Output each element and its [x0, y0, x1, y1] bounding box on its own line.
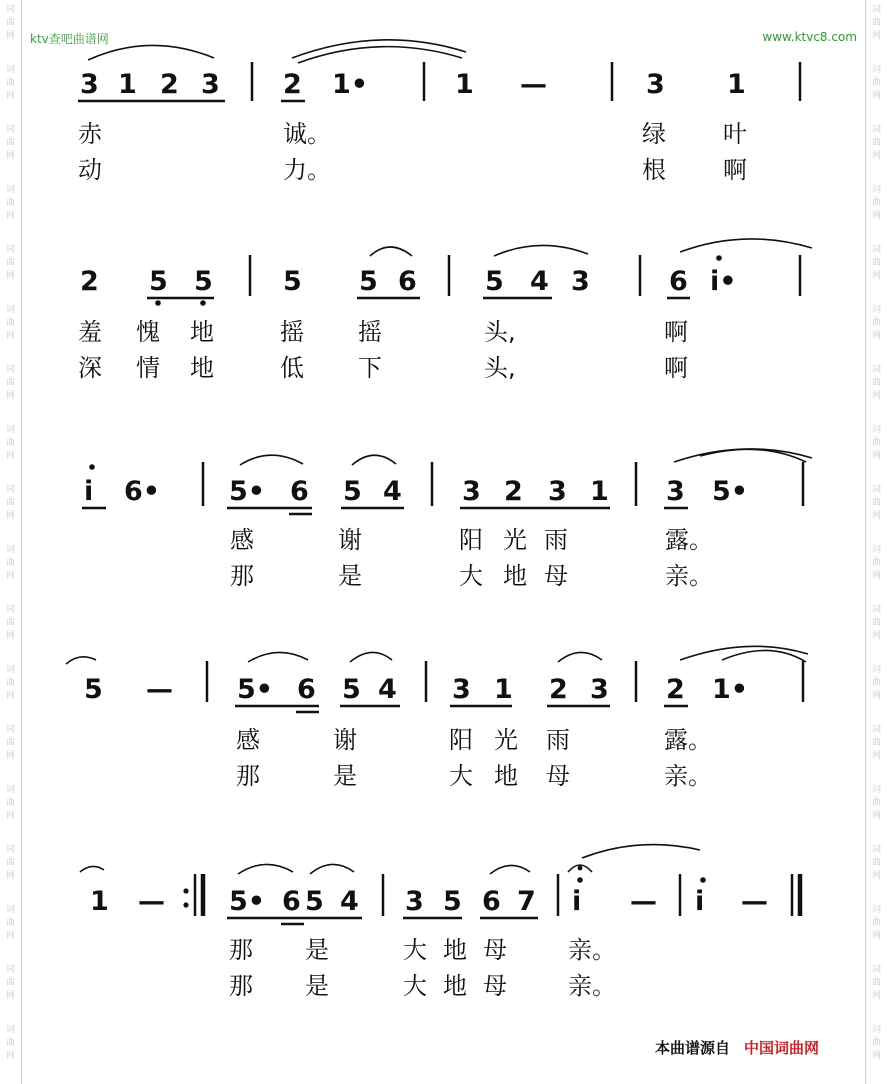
note: 6 — [669, 266, 688, 297]
lyric: 谢 — [333, 726, 357, 754]
source-credit — [655, 1037, 819, 1058]
note: 3 — [452, 674, 471, 705]
note: 6 — [282, 886, 301, 917]
slur — [370, 247, 412, 256]
source-label: 本曲谱源自 — [655, 1039, 731, 1057]
dash: — — [741, 886, 768, 917]
fermata-dot — [578, 866, 583, 871]
watermark-text: 词 曲 网 — [871, 905, 881, 941]
watermark-text: 词 曲 网 — [871, 605, 881, 641]
lyric: 大 — [403, 972, 427, 1000]
lyric: 地 — [443, 972, 467, 1000]
lyric: 感 — [236, 726, 260, 754]
note: 4 — [383, 476, 402, 507]
note: 5 — [443, 886, 462, 917]
high-octave-dot — [577, 877, 583, 883]
lyric: 啊 — [664, 318, 688, 346]
slur — [558, 652, 602, 662]
slur — [494, 245, 588, 256]
watermark-text: 词 曲 网 — [5, 545, 15, 581]
note: 3 — [666, 476, 685, 507]
note: 1 — [590, 476, 609, 507]
note: 6 — [482, 886, 501, 917]
site-url-right[interactable]: www.ktvc8.com — [762, 30, 857, 44]
watermark-text: 词 曲 网 — [5, 365, 15, 401]
lyric: 力。 — [283, 156, 331, 184]
lyric: 那 — [229, 936, 253, 964]
watermark-text: 词 曲 网 — [5, 305, 15, 341]
lyric: 大 — [459, 562, 483, 590]
high-octave-dot — [89, 464, 95, 470]
lyric: 叶 — [723, 120, 747, 148]
dash: — — [520, 69, 547, 100]
system-2 — [78, 239, 812, 382]
lyric: 摇 — [280, 318, 304, 346]
lyric: 那 — [229, 972, 253, 1000]
note: 2 — [504, 476, 523, 507]
slur — [88, 45, 214, 60]
lyric: 光 — [503, 526, 527, 554]
tie — [722, 650, 806, 662]
lyric: 亲。 — [665, 562, 713, 590]
lyric: 赤 — [78, 120, 102, 148]
watermark-text: 词 曲 网 — [5, 245, 15, 281]
lyric: 大 — [449, 762, 473, 790]
watermark-text: 词 曲 网 — [5, 845, 15, 881]
lyric: 地 — [494, 762, 518, 790]
note: 5 — [305, 886, 324, 917]
watermark-text: 词 曲 网 — [5, 665, 15, 701]
note: 4 — [530, 266, 549, 297]
watermark-text: 词 曲 网 — [5, 5, 15, 41]
site-name-left: ktv查吧曲谱网 — [30, 32, 109, 46]
slur — [240, 455, 303, 465]
note: 4 — [378, 674, 397, 705]
watermark-text: 词 曲 网 — [5, 905, 15, 941]
lyric: 亲。 — [664, 762, 712, 790]
lyric: 亲。 — [568, 972, 616, 1000]
note: 3 — [646, 69, 665, 100]
lyric: 啊 — [664, 354, 688, 382]
lyric: 根 — [642, 156, 666, 184]
watermark-text: 词 曲 网 — [5, 785, 15, 821]
note: 1 — [118, 69, 137, 100]
lyric: 深 — [78, 354, 102, 382]
lyric: 光 — [494, 726, 518, 754]
lyric: 那 — [230, 562, 254, 590]
watermark-text: 词 曲 网 — [871, 185, 881, 221]
slur — [310, 864, 354, 874]
lyric: 地 — [190, 318, 214, 346]
lyric: 大 — [403, 936, 427, 964]
watermark-text: 词 曲 网 — [5, 65, 15, 101]
watermark-text: 词 曲 网 — [5, 725, 15, 761]
lyric: 低 — [280, 354, 304, 382]
lyric: 阳 — [449, 726, 473, 754]
note: 3 — [548, 476, 567, 507]
note: 6 — [290, 476, 309, 507]
lyric: 摇 — [358, 318, 382, 346]
repeat-dot — [183, 902, 188, 907]
note: 5• — [237, 674, 274, 705]
lyric: 头, — [484, 354, 516, 382]
watermark-text: 词 曲 网 — [5, 965, 15, 1001]
watermark-text: 词 曲 网 — [871, 845, 881, 881]
slur — [352, 455, 396, 465]
watermark-text: 词 曲 网 — [871, 965, 881, 1001]
note: 3 — [201, 69, 220, 100]
note: i — [572, 886, 582, 917]
slur — [350, 652, 392, 662]
note: 1 — [90, 886, 109, 917]
lyric: 感 — [230, 526, 254, 554]
lyric: 动 — [78, 156, 102, 184]
dash: — — [630, 886, 657, 917]
note: 3 — [571, 266, 590, 297]
note: 5 — [283, 266, 302, 297]
watermark-text: 词 曲 网 — [871, 65, 881, 101]
lyric: 雨 — [546, 726, 570, 754]
slur — [248, 652, 308, 662]
note: 2 — [160, 69, 179, 100]
lyric: 谢 — [338, 526, 362, 554]
lyric: 是 — [305, 972, 329, 1000]
lyric: 母 — [546, 762, 570, 790]
note: 5• — [229, 476, 266, 507]
lyric: 愧 — [136, 318, 160, 346]
note: i — [84, 476, 94, 507]
lyric: 露。 — [664, 726, 712, 754]
watermark-text: 词 曲 网 — [871, 245, 881, 281]
lyric: 头, — [484, 318, 516, 346]
note: i• — [710, 266, 737, 297]
slur — [238, 864, 293, 874]
lyric: 母 — [483, 936, 507, 964]
note: 2 — [666, 674, 685, 705]
note: 4 — [340, 886, 359, 917]
note: 2 — [80, 266, 99, 297]
lyric: 是 — [305, 936, 329, 964]
watermark-text: 词 曲 网 — [871, 5, 881, 41]
note: 2 — [549, 674, 568, 705]
note: 1 — [727, 69, 746, 100]
brand-link[interactable]: 中国词曲网 — [744, 1039, 820, 1057]
watermark-text: 词 曲 网 — [5, 185, 15, 221]
note: 6 — [297, 674, 316, 705]
watermark-text: 词 曲 网 — [871, 725, 881, 761]
watermark-text: 词 曲 网 — [5, 605, 15, 641]
note: 5 — [359, 266, 378, 297]
note: 7 — [517, 886, 536, 917]
note: 1 — [494, 674, 513, 705]
repeat-dot — [183, 888, 188, 893]
slur — [490, 865, 530, 874]
watermark-text: 词 曲 网 — [5, 125, 15, 161]
note: 3 — [80, 69, 99, 100]
system-5 — [80, 845, 800, 1000]
watermark-text: 词 曲 网 — [5, 1025, 15, 1061]
note: 3 — [590, 674, 609, 705]
lyric: 羞 — [78, 318, 102, 346]
lyric: 地 — [190, 354, 214, 382]
system-4 — [66, 646, 808, 790]
watermark-text: 词 曲 网 — [871, 125, 881, 161]
note: 6 — [398, 266, 417, 297]
note: 5 — [343, 476, 362, 507]
note: 5• — [712, 476, 749, 507]
note: 6• — [124, 476, 161, 507]
low-octave-dot — [155, 300, 161, 306]
watermark-text: 词 曲 网 — [5, 485, 15, 521]
lyric: 是 — [338, 562, 362, 590]
lyric: 情 — [136, 354, 160, 382]
lyric: 下 — [358, 354, 382, 382]
tie — [66, 657, 96, 664]
lyric: 那 — [236, 762, 260, 790]
high-octave-dot — [716, 255, 722, 261]
lyric: 阳 — [459, 526, 483, 554]
watermark-text: 词 曲 网 — [871, 665, 881, 701]
lyric: 母 — [544, 562, 568, 590]
lyric: 雨 — [544, 526, 568, 554]
dash: — — [138, 886, 165, 917]
lyric: 地 — [503, 562, 527, 590]
slur — [680, 239, 812, 252]
note: i — [695, 886, 705, 917]
watermark-text: 词 曲 网 — [5, 425, 15, 461]
watermark-text: 词 曲 网 — [871, 365, 881, 401]
watermark-text: 词 曲 网 — [871, 425, 881, 461]
note: 5• — [229, 886, 266, 917]
note: 1• — [712, 674, 749, 705]
note: 5 — [342, 674, 361, 705]
note: 1 — [455, 69, 474, 100]
lyric: 啊 — [723, 156, 747, 184]
low-octave-dot — [200, 300, 206, 306]
lyric: 母 — [483, 972, 507, 1000]
note: 5 — [485, 266, 504, 297]
high-octave-dot — [700, 877, 706, 883]
watermark-text: 词 曲 网 — [871, 785, 881, 821]
watermark-text: 词 曲 网 — [871, 305, 881, 341]
note: 3 — [405, 886, 424, 917]
tie — [292, 40, 466, 58]
lyric: 地 — [443, 936, 467, 964]
watermark-text: 词 曲 网 — [871, 485, 881, 521]
watermark-text: 词 曲 网 — [871, 1025, 881, 1061]
tie — [582, 845, 700, 858]
note: 5 — [84, 674, 103, 705]
note: 3 — [462, 476, 481, 507]
dash: — — [146, 674, 173, 705]
tie — [80, 866, 104, 872]
note: 2 — [283, 69, 302, 100]
lyric: 诚。 — [283, 120, 331, 148]
note: 1• — [332, 69, 369, 100]
system-1 — [78, 40, 800, 184]
system-3 — [82, 449, 812, 590]
note: 5 — [149, 266, 168, 297]
lyric: 亲。 — [568, 936, 616, 964]
lyric: 露。 — [665, 526, 713, 554]
watermark-text: 词 曲 网 — [871, 545, 881, 581]
lyric: 是 — [333, 762, 357, 790]
lyric: 绿 — [642, 120, 666, 148]
note: 5 — [194, 266, 213, 297]
